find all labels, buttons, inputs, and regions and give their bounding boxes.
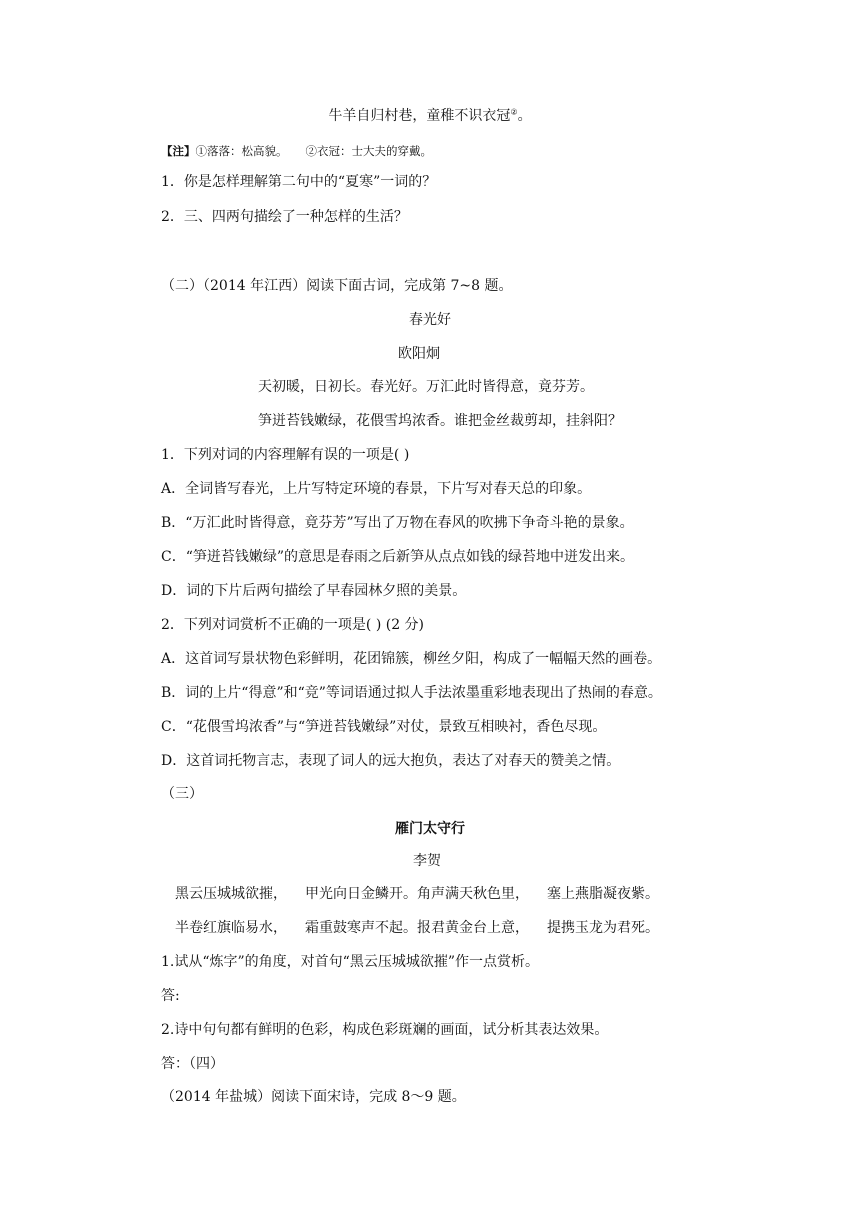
question: 2.诗中句句都有鲜明的色彩，构成色彩斑斓的画面，试分析其表达效果。 — [161, 1022, 609, 1038]
poem-line: 半卷红旗临易水， 霜重鼓寒声不起。报君黄金台上意， 提携玉龙为君死。 — [175, 920, 659, 936]
question: 1.试从“炼字”的角度，对首句“黑云压城城欲摧”作一点赏析。 — [161, 954, 539, 970]
poem-title: 春光好 — [409, 312, 451, 328]
poem-line: 牛羊自归村巷，童稚不识衣冠②。 — [328, 107, 532, 124]
answer-option: B．词的上片“得意”和“竞”等词语通过拟人手法浓墨重彩地表现出了热闹的春意。 — [161, 685, 662, 701]
question: 1．你是怎样理解第二句中的“夏寒”一词的？ — [161, 174, 437, 190]
poem-line: 笋迸苔钱嫩绿，花偎雪坞浓香。谁把金丝裁剪却，挂斜阳？ — [258, 413, 622, 429]
section-heading: （三） — [161, 786, 203, 802]
answer-option: C．“花偎雪坞浓香”与“笋迸苔钱嫩绿”对仗，景致互相映衬，香色尽现。 — [161, 719, 607, 735]
answer-option: D．这首词托物言志，表现了词人的远大抱负，表达了对春天的赞美之情。 — [161, 753, 621, 769]
question: 1．下列对词的内容理解有误的一项是( ) — [161, 447, 410, 463]
poem-author: 欧阳炯 — [398, 346, 440, 362]
annotation-note — [161, 142, 432, 160]
question: 2．三、四两句描绘了一种怎样的生活？ — [161, 209, 408, 225]
answer-option: D．词的下片后两句描绘了早春园林夕照的美景。 — [161, 583, 467, 599]
answer-label: 答: — [161, 988, 180, 1004]
answer-option: C．“笋迸苔钱嫩绿”的意思是春雨之后新笋从点点如钱的绿苔地中迸发出来。 — [161, 549, 635, 565]
answer-label: 答：（四） — [161, 1056, 224, 1072]
poem-title: 雁门太守行 — [395, 821, 465, 837]
section-heading: （2014 年盐城）阅读下面宋诗，完成 8～9 题。 — [161, 1089, 466, 1105]
note-item: ①落落：松高貌。 — [195, 144, 288, 158]
answer-option: B．“万汇此时皆得意，竟芬芳”写出了万物在春风的吹拂下争奇斗艳的景象。 — [161, 515, 634, 531]
note-label: 【注】 — [161, 144, 196, 158]
section-heading: （二）（2014 年江西）阅读下面古词，完成第 7~8 题。 — [161, 278, 513, 294]
note-item: ②衣冠：士大夫的穿戴。 — [305, 144, 432, 158]
question: 2．下列对词赏析不正确的一项是( ) (2 分) — [161, 617, 425, 633]
poem-line: 黑云压城城欲摧， 甲光向日金鳞开。角声满天秋色里， 塞上燕脂凝夜紫。 — [175, 886, 659, 902]
answer-option: A．全词皆写春光，上片写特定环境的春景，下片写对春天总的印象。 — [161, 481, 592, 497]
poem-author: 李贺 — [413, 853, 441, 869]
poem-line: 天初暖，日初长。春光好。万汇此时皆得意，竟芬芳。 — [258, 379, 594, 395]
answer-option: A．这首词写景状物色彩鲜明，花团锦簇，柳丝夕阳，构成了一幅幅天然的画卷。 — [161, 651, 662, 667]
